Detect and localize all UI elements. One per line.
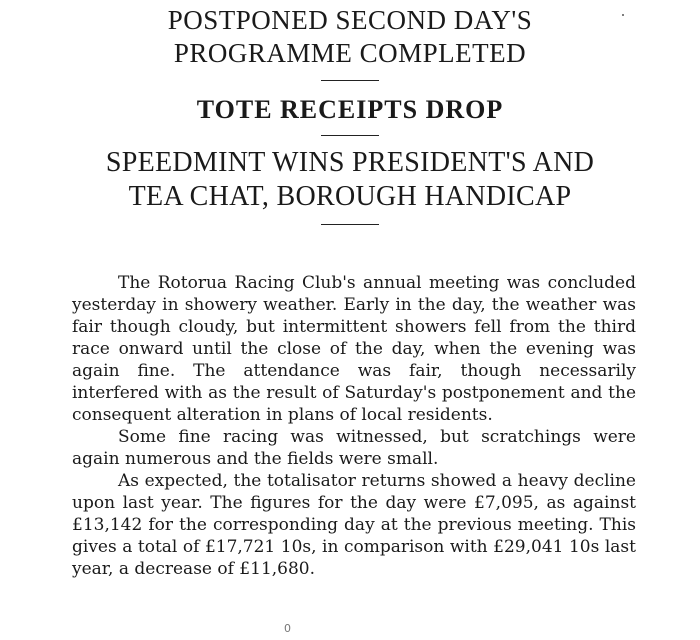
kicker-headline [70, 4, 630, 70]
subhead-line-1: SPEEDMINT WINS PRESIDENT'S AND [105, 147, 595, 178]
folio-mark: 0 [284, 622, 291, 635]
article-paragraph: As expected, the totalisator returns showed a heavy decline upon last year. The figures for the day were £7,095, as against £13,142 for the corresponding day at the previous meeting. This gives a total of £17,721 10s, in comparison with £29,041 10s last year, a decrease of £11,680. [72, 471, 636, 579]
headline-rule-2 [321, 135, 379, 136]
article-body [72, 272, 636, 580]
subhead-headline [70, 146, 630, 214]
kicker-line-1: POSTPONED SECOND DAY'S [167, 5, 533, 35]
headline-rule-1 [321, 80, 379, 81]
article-paragraph: Some fine racing was witnessed, but scratchings were again numerous and the fields were small. [72, 427, 636, 469]
headline-rule-3 [321, 224, 379, 225]
deck-headline: TOTE RECEIPTS DROP [196, 95, 504, 124]
print-speck [622, 14, 624, 16]
kicker-line-2: PROGRAMME COMPLETED [173, 38, 527, 68]
article-paragraph: The Rotorua Racing Club's annual meeting was concluded yesterday in showery weather. Early in the day, the weather was fair though cloudy, but intermittent showers fell from the third race onward until the close of the day, when the evening was again fine. The attendance was fair, though necessarily interfered with as the result of Saturday's postponement and the consequent alteration in plans of local residents. [72, 273, 636, 425]
subhead-line-2: TEA CHAT, BOROUGH HANDICAP [128, 181, 572, 212]
headline-block [70, 4, 630, 225]
